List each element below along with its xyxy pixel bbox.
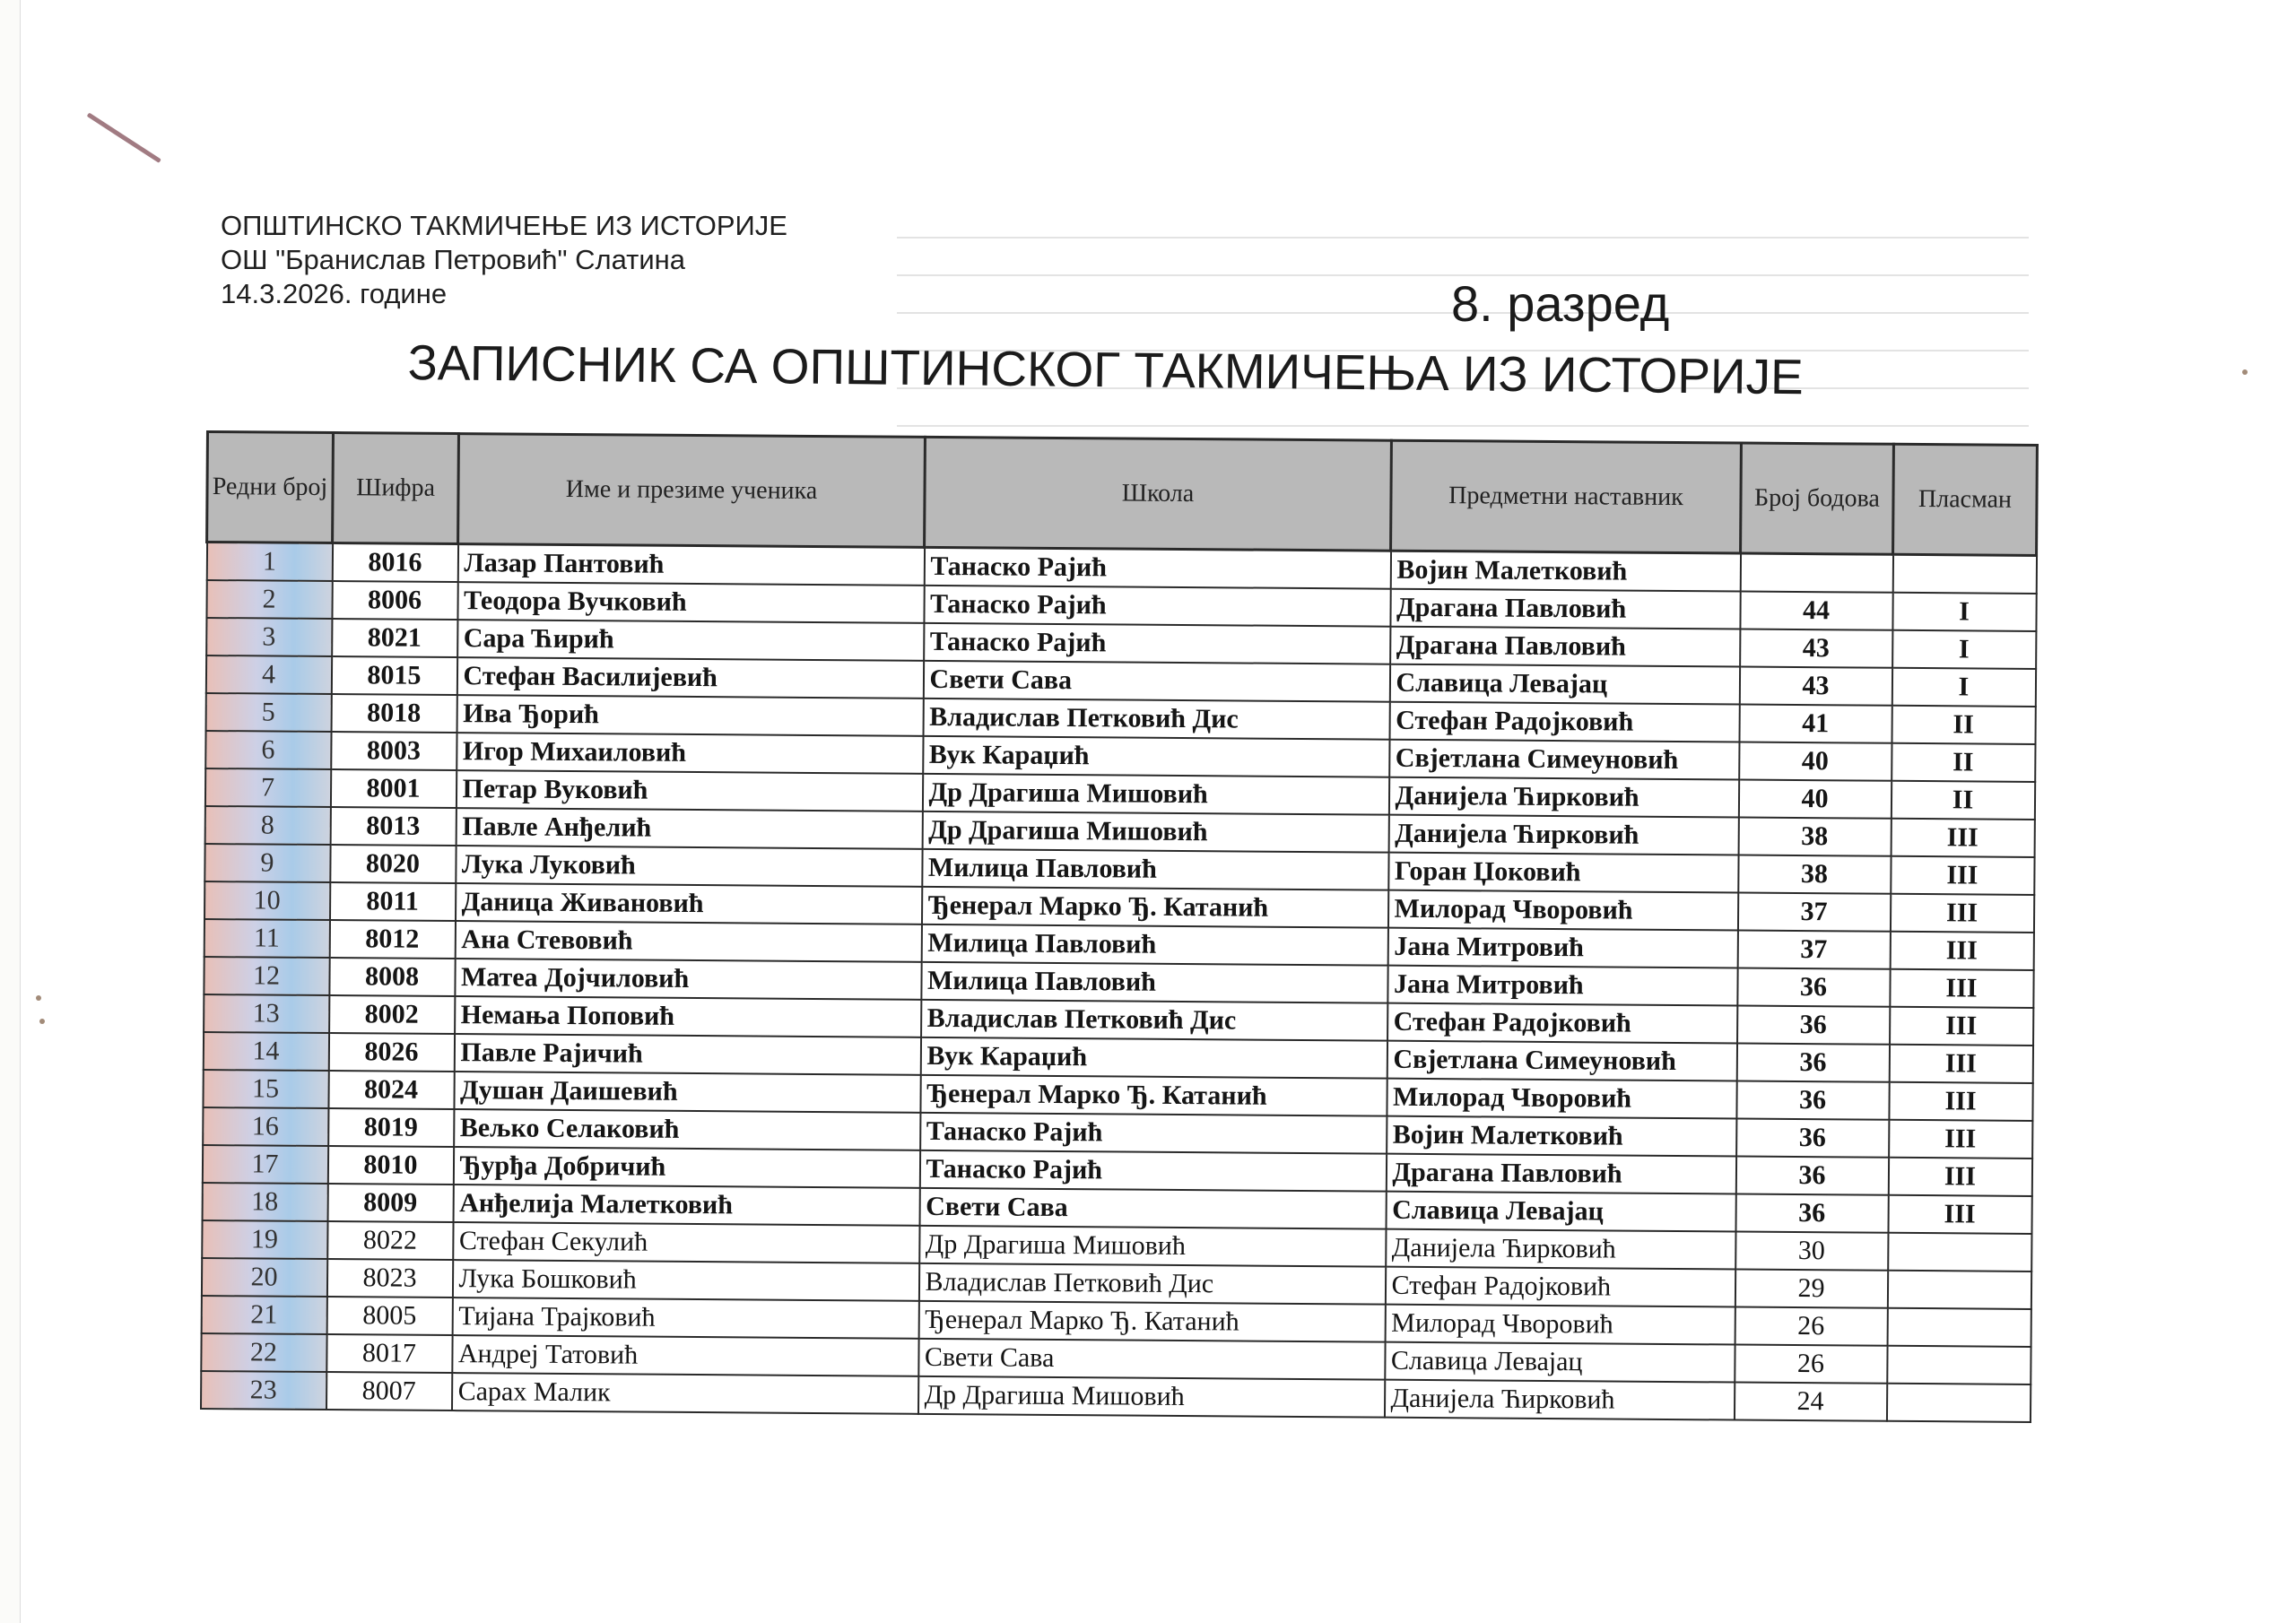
cell-place — [1888, 1233, 2031, 1271]
results-table-container — [199, 430, 2036, 1423]
paper-speck — [36, 995, 41, 1001]
cell-points — [1740, 553, 1892, 593]
competition-date: 14.3.2026. године — [221, 278, 448, 309]
cell-num: 5 — [205, 693, 331, 732]
cell-code: 8007 — [326, 1372, 451, 1410]
cell-num: 7 — [204, 768, 330, 807]
cell-place: III — [1889, 1082, 2032, 1121]
cell-teacher: Стефан Радојковић — [1387, 1003, 1737, 1044]
cell-code: 8023 — [326, 1259, 452, 1298]
cell-points: 43 — [1739, 667, 1892, 706]
cell-points: 29 — [1735, 1270, 1887, 1308]
cell-student: Петар Вуковић — [456, 770, 922, 812]
cell-teacher: Славица Левајац — [1386, 1192, 1735, 1232]
cell-points: 36 — [1735, 1157, 1888, 1195]
cell-points: 41 — [1739, 705, 1892, 743]
cell-points: 37 — [1737, 893, 1890, 932]
paper-speck — [39, 1019, 45, 1024]
cell-place: I — [1892, 668, 2035, 707]
cell-place: II — [1892, 706, 2035, 744]
cell-place: III — [1890, 1007, 2033, 1046]
cell-code: 8022 — [327, 1221, 453, 1260]
cell-code: 8012 — [329, 920, 455, 959]
cell-points: 24 — [1734, 1383, 1886, 1421]
cell-student: Лука Бошковић — [452, 1260, 918, 1301]
cell-points: 37 — [1737, 931, 1890, 969]
col-header-num: Редни број — [207, 432, 334, 543]
cell-school: Др Драгиша Мишовић — [919, 1226, 1386, 1267]
cell-points: 36 — [1736, 1081, 1889, 1120]
cell-code: 8011 — [330, 882, 456, 921]
cell-teacher: Горан Џоковић — [1388, 853, 1738, 893]
cell-place: III — [1889, 1120, 2032, 1159]
cell-school: Свети Сава — [919, 1188, 1386, 1229]
cell-num: 10 — [204, 881, 330, 920]
cell-student: Анђелија Малетковић — [453, 1185, 919, 1226]
cell-num: 1 — [206, 542, 332, 582]
cell-num: 2 — [206, 580, 332, 619]
cell-teacher: Милорад Чворовић — [1385, 1305, 1735, 1345]
cell-points: 40 — [1739, 742, 1892, 781]
document-header — [221, 209, 787, 311]
cell-place — [1887, 1271, 2031, 1309]
cell-points: 38 — [1738, 855, 1891, 894]
col-header-student: Име и презиме ученика — [458, 434, 926, 548]
cell-code: 8002 — [329, 995, 455, 1034]
page-title: ЗАПИСНИК СА ОПШТИНСКОГ ТАКМИЧЕЊА ИЗ ИСТОРИЈЕ — [407, 334, 1805, 405]
cell-school: Танаско Рајић — [920, 1113, 1387, 1154]
cell-code: 8008 — [329, 958, 455, 996]
cell-teacher: Војин Малетковић — [1390, 551, 1740, 591]
cell-student: Сарах Малик — [451, 1373, 918, 1414]
cell-place: III — [1890, 894, 2033, 933]
cell-place: III — [1890, 932, 2033, 970]
col-header-place: Пласман — [1893, 444, 2038, 555]
cell-teacher: Драгана Павловић — [1386, 1154, 1735, 1194]
cell-school: Танаско Рајић — [924, 547, 1390, 588]
cell-num: 11 — [204, 919, 329, 958]
host-school: ОШ "Бранислав Петровић" Слатина — [221, 244, 686, 275]
cell-points: 26 — [1735, 1307, 1887, 1346]
col-header-teacher: Предметни наставник — [1391, 440, 1742, 553]
cell-code: 8015 — [331, 656, 457, 695]
cell-teacher: Данијела Ћирковић — [1386, 1229, 1735, 1270]
cell-num: 9 — [204, 844, 330, 882]
cell-place — [1887, 1308, 2031, 1347]
cell-school: Вук Караџић — [920, 1037, 1387, 1079]
cell-student: Андреј Татовић — [452, 1335, 918, 1376]
cell-num: 18 — [202, 1183, 327, 1221]
cell-teacher: Данијела Ћирковић — [1388, 815, 1738, 855]
cell-school: Др Драгиша Мишовић — [922, 812, 1388, 853]
cell-school: Ђенерал Марко Ђ. Катанић — [921, 887, 1387, 928]
cell-school: Вук Караџић — [923, 736, 1389, 777]
cell-code: 8005 — [326, 1297, 452, 1335]
cell-school: Владислав Петковић Дис — [918, 1263, 1385, 1305]
cell-num: 23 — [201, 1371, 326, 1410]
cell-place: III — [1888, 1158, 2031, 1196]
cell-points: 36 — [1737, 1006, 1890, 1045]
cell-num: 16 — [203, 1107, 328, 1146]
col-header-school: Школа — [925, 437, 1392, 551]
competition-name: ОПШТИНСКО ТАКМИЧЕЊЕ ИЗ ИСТОРИЈЕ — [221, 210, 787, 241]
cell-place: III — [1890, 969, 2033, 1008]
cell-student: Немања Поповић — [455, 996, 921, 1037]
cell-points: 36 — [1736, 1044, 1889, 1082]
cell-place — [1892, 554, 2036, 594]
cell-num: 17 — [202, 1145, 327, 1184]
paper-speck — [2242, 369, 2248, 375]
cell-teacher: Славица Левајац — [1389, 664, 1739, 705]
cell-teacher: Славица Левајац — [1385, 1342, 1735, 1383]
cell-place: I — [1892, 593, 2036, 631]
cell-num: 14 — [203, 1032, 328, 1071]
cell-code: 8024 — [328, 1071, 454, 1109]
cell-num: 4 — [205, 655, 331, 694]
cell-teacher: Стефан Радојковић — [1385, 1267, 1735, 1307]
cell-num: 6 — [205, 731, 331, 769]
cell-num: 21 — [201, 1296, 326, 1334]
cell-teacher: Данијела Ћирковић — [1388, 777, 1738, 818]
cell-school: Милица Павловић — [921, 924, 1387, 966]
cell-student: Ана Стевовић — [455, 921, 921, 962]
cell-code: 8020 — [330, 845, 456, 883]
col-header-points: Број бодова — [1741, 443, 1894, 554]
cell-teacher: Милорад Чворовић — [1387, 890, 1737, 931]
cell-code: 8019 — [328, 1108, 454, 1147]
cell-school: Владислав Петковић Дис — [923, 699, 1389, 740]
cell-num: 8 — [204, 806, 330, 845]
cell-num: 15 — [203, 1070, 328, 1108]
cell-teacher: Данијела Ћирковић — [1384, 1380, 1734, 1420]
cell-place: II — [1892, 743, 2035, 782]
cell-student: Лазар Пантовић — [457, 544, 924, 586]
cell-code: 8010 — [327, 1146, 453, 1185]
cell-num: 12 — [204, 957, 329, 995]
cell-place: I — [1892, 630, 2036, 669]
cell-school: Ђенерал Марко Ђ. Катанић — [920, 1075, 1387, 1116]
cell-points: 26 — [1735, 1345, 1887, 1384]
cell-points: 36 — [1737, 968, 1890, 1007]
cell-code: 8009 — [327, 1184, 453, 1222]
cell-teacher: Јана Митровић — [1387, 928, 1737, 968]
cell-teacher: Драгана Павловић — [1390, 627, 1740, 667]
cell-school: Владислав Петковић Дис — [921, 1000, 1387, 1041]
cell-code: 8013 — [330, 807, 456, 846]
cell-place — [1886, 1384, 2030, 1422]
cell-num: 3 — [206, 618, 332, 656]
cell-code: 8018 — [331, 694, 457, 733]
cell-student: Матеа Дојчиловић — [455, 959, 921, 1000]
show-through-table — [897, 219, 2029, 448]
cell-school: Танаско Рајић — [924, 586, 1390, 627]
cell-points: 44 — [1740, 592, 1892, 630]
cell-num: 13 — [204, 994, 329, 1033]
cell-place: II — [1891, 781, 2034, 820]
cell-school: Др Драгиша Мишовић — [922, 774, 1388, 815]
cell-teacher: Војин Малетковић — [1387, 1116, 1736, 1157]
cell-code: 8016 — [332, 543, 457, 583]
cell-school: Др Драгиша Мишовић — [918, 1376, 1384, 1418]
cell-school: Свети Сава — [923, 661, 1389, 702]
cell-student: Даница Живановић — [455, 883, 921, 924]
cell-student: Павле Анђелић — [456, 808, 922, 849]
cell-points: 40 — [1738, 780, 1891, 819]
cell-teacher: Јана Митровић — [1387, 966, 1737, 1006]
col-header-code: Шифра — [333, 433, 459, 544]
cell-student: Лука Луковић — [456, 846, 922, 887]
cell-school: Милица Павловић — [921, 962, 1387, 1003]
cell-points: 30 — [1735, 1232, 1888, 1271]
cell-num: 19 — [202, 1220, 327, 1259]
cell-teacher: Свјетлана Симеуновић — [1387, 1041, 1736, 1081]
cell-school: Свети Сава — [918, 1339, 1385, 1380]
cell-student: Сара Ћирић — [457, 620, 924, 661]
cell-student: Тијана Трајковић — [452, 1298, 918, 1339]
cell-student: Ђурђа Добричић — [453, 1147, 919, 1188]
cell-school: Ђенерал Марко Ђ. Катанић — [918, 1301, 1385, 1342]
cell-student: Игор Михаиловић — [457, 733, 923, 774]
cell-school: Танаско Рајић — [919, 1150, 1386, 1192]
cell-place: III — [1888, 1195, 2031, 1234]
cell-student: Душан Даишевић — [454, 1072, 920, 1113]
cell-num: 20 — [201, 1258, 326, 1297]
cell-points: 38 — [1738, 818, 1891, 856]
cell-place — [1887, 1346, 2031, 1384]
cell-student: Вељко Селаковић — [454, 1109, 920, 1150]
cell-teacher: Милорад Чворовић — [1387, 1079, 1736, 1119]
cell-school: Милица Павловић — [922, 849, 1388, 890]
cell-points: 43 — [1740, 629, 1892, 668]
cell-teacher: Свјетлана Симеуновић — [1389, 740, 1739, 780]
cell-points: 36 — [1736, 1119, 1889, 1158]
cell-code: 8021 — [332, 619, 457, 657]
cell-student: Ива Ђорић — [457, 695, 923, 736]
cell-place: III — [1891, 856, 2034, 895]
cell-code: 8003 — [331, 732, 457, 770]
cell-points: 36 — [1735, 1194, 1888, 1233]
cell-place: III — [1891, 819, 2034, 857]
cell-code: 8001 — [330, 769, 456, 808]
cell-code: 8017 — [326, 1334, 452, 1373]
cell-code: 8026 — [328, 1033, 454, 1072]
cell-student: Павле Рајичић — [454, 1034, 920, 1075]
grade-label: 8. разред — [1451, 275, 1670, 332]
cell-student: Теодора Вучковић — [457, 582, 924, 623]
cell-num: 22 — [201, 1333, 326, 1372]
cell-student: Стефан Василијевић — [457, 657, 923, 699]
results-table — [199, 430, 2039, 1423]
cell-student: Стефан Секулић — [453, 1222, 919, 1263]
cell-place: III — [1889, 1045, 2032, 1083]
cell-teacher: Стефан Радојковић — [1389, 702, 1739, 742]
cell-school: Танаско Рајић — [924, 623, 1390, 664]
cell-code: 8006 — [332, 581, 457, 620]
cell-teacher: Драгана Павловић — [1390, 589, 1740, 629]
table-header-row — [207, 432, 2038, 556]
